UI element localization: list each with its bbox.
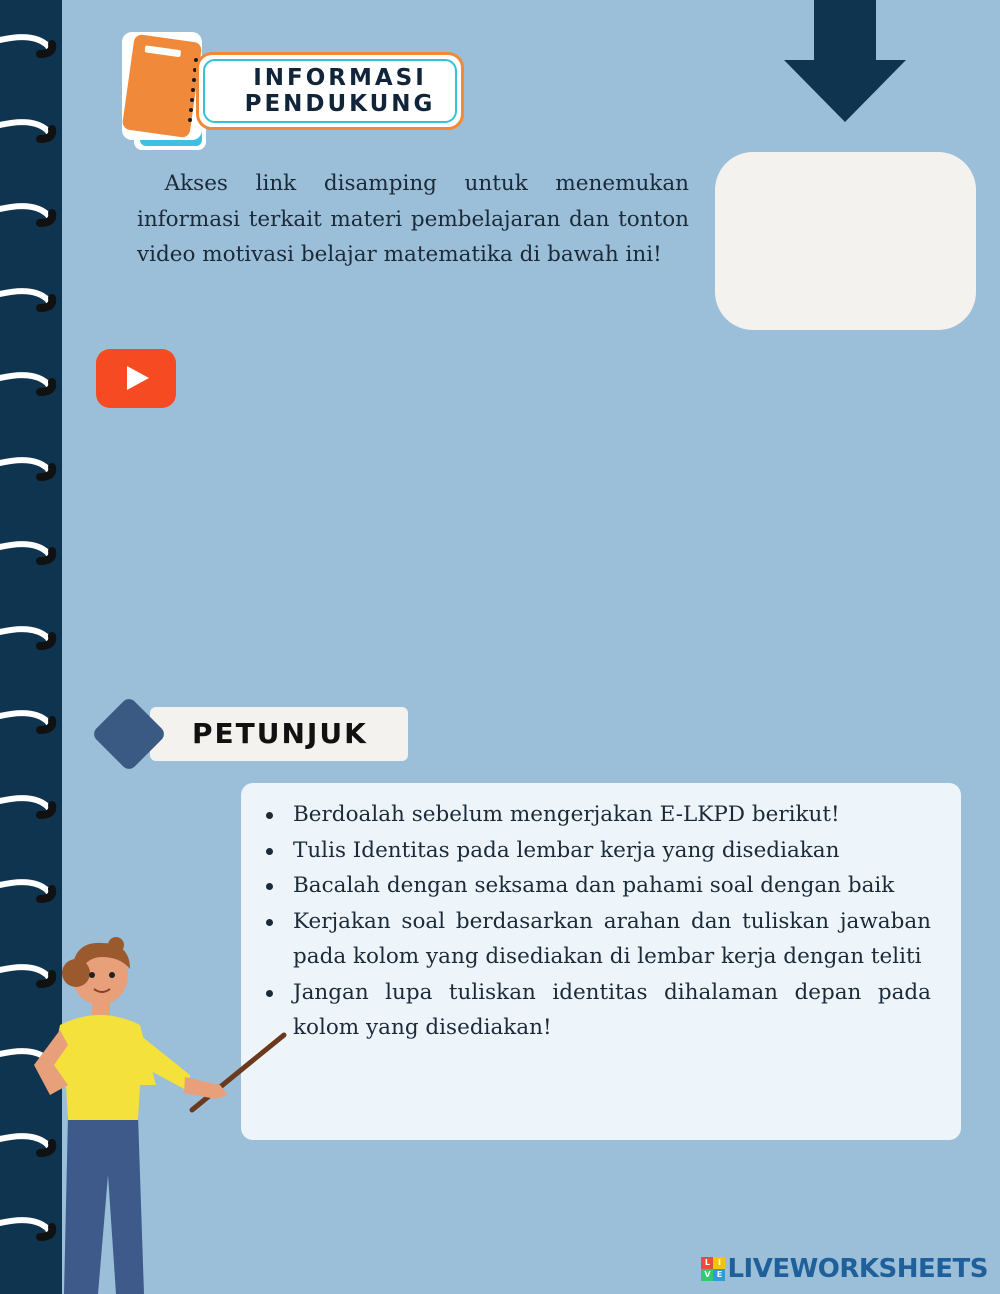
section-title-informasi <box>196 52 464 130</box>
title-line-1: INFORMASI <box>253 65 427 91</box>
spiral-ring <box>0 115 60 145</box>
brand-name: LIVEWORKSHEETS <box>727 1254 988 1284</box>
spiral-ring <box>0 791 60 821</box>
instruction-item <box>293 833 931 869</box>
instruction-text: Tulis Identitas pada lembar kerja yang disediakan <box>293 837 840 863</box>
petunjuk-title: PETUNJUK <box>192 717 368 750</box>
spiral-ring <box>0 368 60 398</box>
spiral-ring <box>0 537 60 567</box>
spiral-ring <box>0 453 60 483</box>
instruction-text: Bacalah dengan seksama dan pahami soal dengan baik <box>293 873 895 898</box>
instruction-item <box>293 868 931 904</box>
section-title-petunjuk <box>150 707 408 761</box>
intro-paragraph: Akses link disamping untuk menemukan informasi terkait materi pembelajaran dan tonton video motivasi belajar matematika di bawah ini! <box>137 171 689 267</box>
logo-letter-l: L <box>701 1257 713 1269</box>
title-line-2: PENDUKUNG <box>244 91 436 117</box>
bullet-icon <box>266 812 273 819</box>
instruction-item <box>293 797 931 833</box>
teacher-illustration <box>20 935 290 1294</box>
spiral-ring <box>0 199 60 229</box>
logo-letter-i: I <box>713 1257 725 1269</box>
spiral-ring <box>0 284 60 314</box>
spiral-ring <box>0 622 60 652</box>
logo-letter-v: V <box>701 1269 713 1281</box>
instruction-item <box>293 975 931 1046</box>
instructions-list <box>293 797 931 1046</box>
bullet-icon <box>266 883 273 890</box>
instruction-text: Berdoalah sebelum mengerjakan E-LKPD berikut! <box>293 802 840 827</box>
instruction-item <box>293 904 931 975</box>
link-box[interactable] <box>715 152 976 330</box>
youtube-play-button[interactable] <box>96 349 176 408</box>
spiral-ring <box>0 875 60 905</box>
brand-logo-icon <box>701 1257 725 1281</box>
spiral-ring <box>0 30 60 60</box>
instructions-box <box>241 783 961 1140</box>
play-icon <box>127 366 149 390</box>
down-arrow-icon <box>784 0 906 122</box>
instruction-text: Kerjakan soal berdasarkan arahan dan tuliskan jawaban pada kolom yang disediakan di lembar kerja dengan teliti <box>293 908 931 969</box>
instruction-text: Jangan lupa tuliskan identitas dihalaman depan pada kolom yang disediakan! <box>293 979 931 1040</box>
title-text <box>229 65 451 117</box>
logo-letter-e: E <box>713 1269 725 1281</box>
spiral-ring <box>0 706 60 736</box>
bullet-icon <box>266 919 273 926</box>
bullet-icon <box>266 848 273 855</box>
brand-logo[interactable] <box>701 1252 988 1286</box>
